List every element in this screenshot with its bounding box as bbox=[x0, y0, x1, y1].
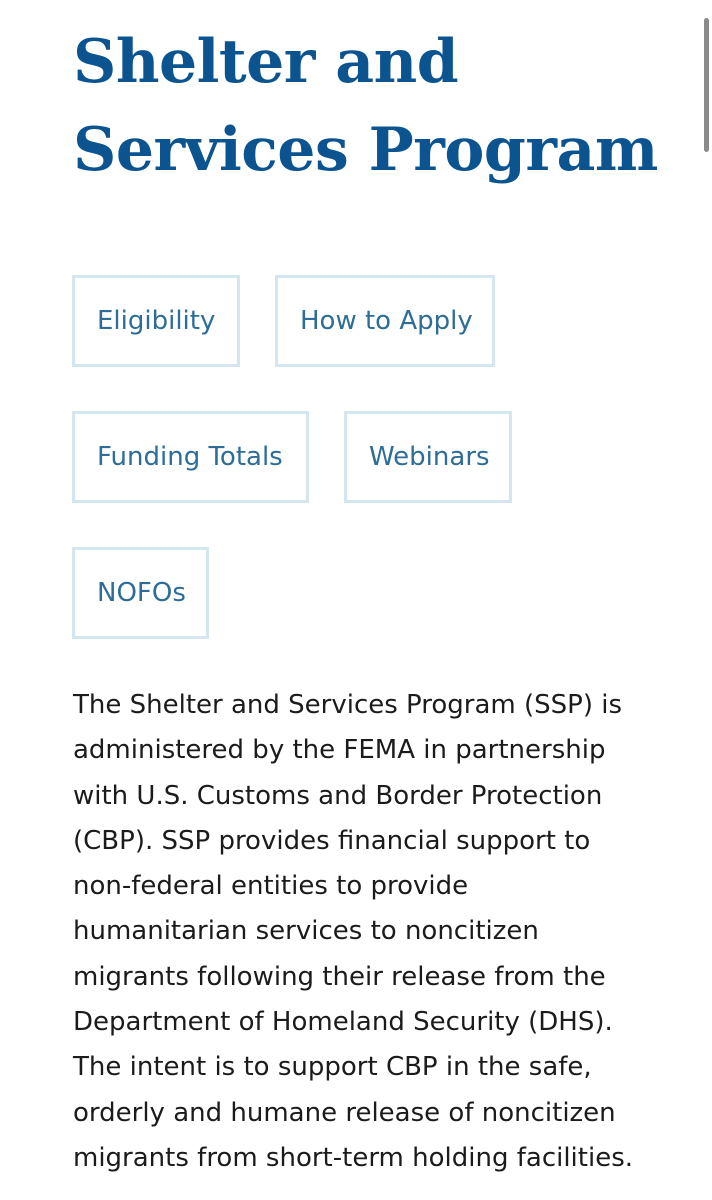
webinars-button[interactable]: Webinars bbox=[344, 411, 512, 503]
page-title: Shelter and Services Program bbox=[73, 27, 658, 185]
nofos-button[interactable]: NOFOs bbox=[72, 547, 209, 639]
how-to-apply-button[interactable]: How to Apply bbox=[275, 275, 495, 367]
program-description: The Shelter and Services Program (SSP) is administered by the FEMA in partnership with U.S. Customs and Border Protection (CBP). SSP provides financial support to non-federal entities to provide humanitarian services to noncitizen migrants following their release from the Department of Homeland Security (DHS). The intent is to support CBP in the safe, orderly and humane release of noncitizen migrants from short-term holding facilities. bbox=[73, 690, 634, 1173]
eligibility-button[interactable]: Eligibility bbox=[72, 275, 240, 367]
scrollbar[interactable] bbox=[704, 18, 709, 152]
funding-totals-button[interactable]: Funding Totals bbox=[72, 411, 309, 503]
